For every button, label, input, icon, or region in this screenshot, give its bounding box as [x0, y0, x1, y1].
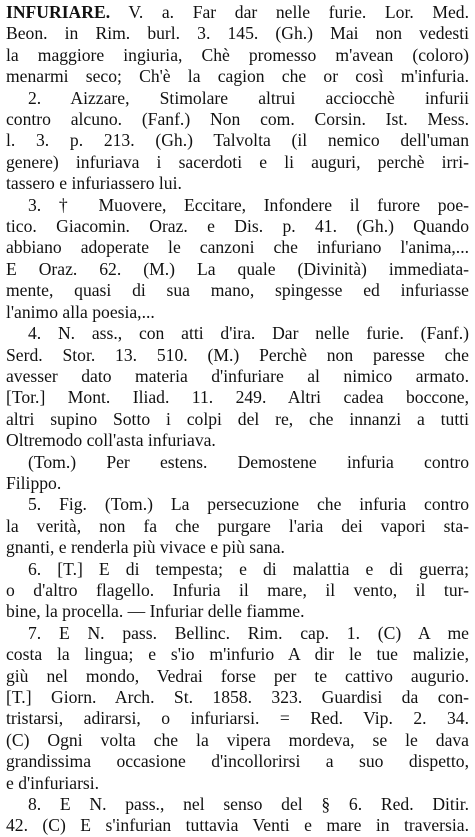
entry-line-33: [T.] Giorn. Arch. St. 1858. 323. Guardisi da con- [6, 687, 469, 707]
entry-line-4: menarmi seco; Ch'è la cagion che or così m'infuria. [6, 66, 469, 87]
entry-line-1: INFURIARE. V. a. Far dar nelle furie. Lor. Med. [6, 2, 469, 22]
entry-line-11: tico. Giacomin. Oraz. e Dis. p. 41. (Gh.) Quando [6, 216, 469, 237]
entry-line-36: grandissima occasione d'incollorirsi a suo dispetto, [6, 751, 469, 772]
entry-line-7: l. 3. p. 213. (Gh.) Talvolta (il nemico dell'uman [6, 130, 469, 151]
entry-line-17: Serd. Stor. 13. 510. (M.) Perchè non paresse che [6, 344, 469, 365]
entry-line-28: o d'altro flagello. Infuria il mare, il vento, il tur- [6, 579, 469, 600]
entry-line-16: 4. N. ass., con atti d'ira. Dar nelle furie. (Fanf.) [28, 323, 469, 344]
entry-line-30: 7. E N. pass. Bellinc. Rim. cap. 1. (C) A me [28, 622, 469, 643]
entry-line-25: la verità, non fa che purgare l'aria dei vapori sta- [6, 515, 469, 536]
entry-line-22: (Tom.) Per estens. Demostene infuria contro [28, 451, 469, 472]
entry-line-15: l'animo alla poesia,... [6, 301, 155, 322]
entry-line-24: 5. Fig. (Tom.) La persecuzione che infuria contro [28, 494, 469, 515]
entry-line-21: Oltremodo coll'asta infuriava. [6, 430, 216, 451]
entry-line-18: avesser dato materia d'infuriare al nimico armato. [6, 365, 469, 386]
entry-line-20: altri supino Sotto i colpi del re, che innanzi a tutti [6, 408, 469, 429]
entry-line-10: 3. † Muovere, Eccitare, Infondere il furore poe- [28, 194, 469, 215]
entry-line-35: (C) Ogni volta che la vipera mordeva, se le dava [6, 729, 469, 750]
entry-line-34: tristarsi, adirarsi, o infuriarsi. = Red. Vip. 2. 34. [6, 708, 469, 729]
entry-line-31: costa la lingua; e s'io m'infurio A dir le tue malizie, [6, 644, 469, 665]
entry-line-26: gnanti, e renderla più vivace e più sana. [6, 537, 285, 558]
entry-line-39: 42. (C) E s'infurian tuttavia Venti e mare in traversia. [6, 815, 469, 836]
entry-line-19: [Tor.] Mont. Iliad. 11. 249. Altri cadea boccone, [6, 387, 469, 408]
entry-line-6: contro alcuno. (Fanf.) Non com. Corsin. Ist. Mess. [6, 109, 469, 130]
entry-line-9: tassero e infuriassero lui. [6, 173, 182, 194]
entry-line-3: la maggiore ingiuria, Chè promesso m'avean (coloro) [6, 44, 469, 65]
dictionary-entry [6, 2, 469, 837]
entry-line-29: bine, la procella. — Infuriar delle fiamme. [6, 601, 305, 622]
entry-line-23: Filippo. [6, 472, 62, 493]
entry-line-37: e d'infuriarsi. [6, 772, 100, 793]
entry-line-5: 2. Aizzare, Stimolare altrui acciocchè infurii [28, 87, 469, 108]
entry-line-32: giù nel mondo, Vedrai forse per te cattivo augurio. [6, 665, 469, 686]
entry-line-14: mente, quasi di sua mano, spingesse ed infuriasse [6, 280, 469, 301]
entry-line-13: E Oraz. 62. (M.) La quale (Divinità) immediata- [6, 258, 469, 279]
headword: INFURIARE. [6, 2, 111, 22]
entry-line-12: abbiano adoperate le canzoni che infuriano l'anima,... [6, 237, 469, 258]
entry-line-27: 6. [T.] E di tempesta; e di malattia e di guerra; [28, 558, 469, 579]
entry-line-38: 8. E N. pass., nel senso del § 6. Red. Ditir. [28, 794, 469, 815]
entry-line-2: Beon. in Rim. burl. 3. 145. (Gh.) Mai non vedesti [6, 23, 469, 44]
entry-line-8: genere) infuriava i sacerdoti e li auguri, perchè irri- [6, 151, 469, 172]
